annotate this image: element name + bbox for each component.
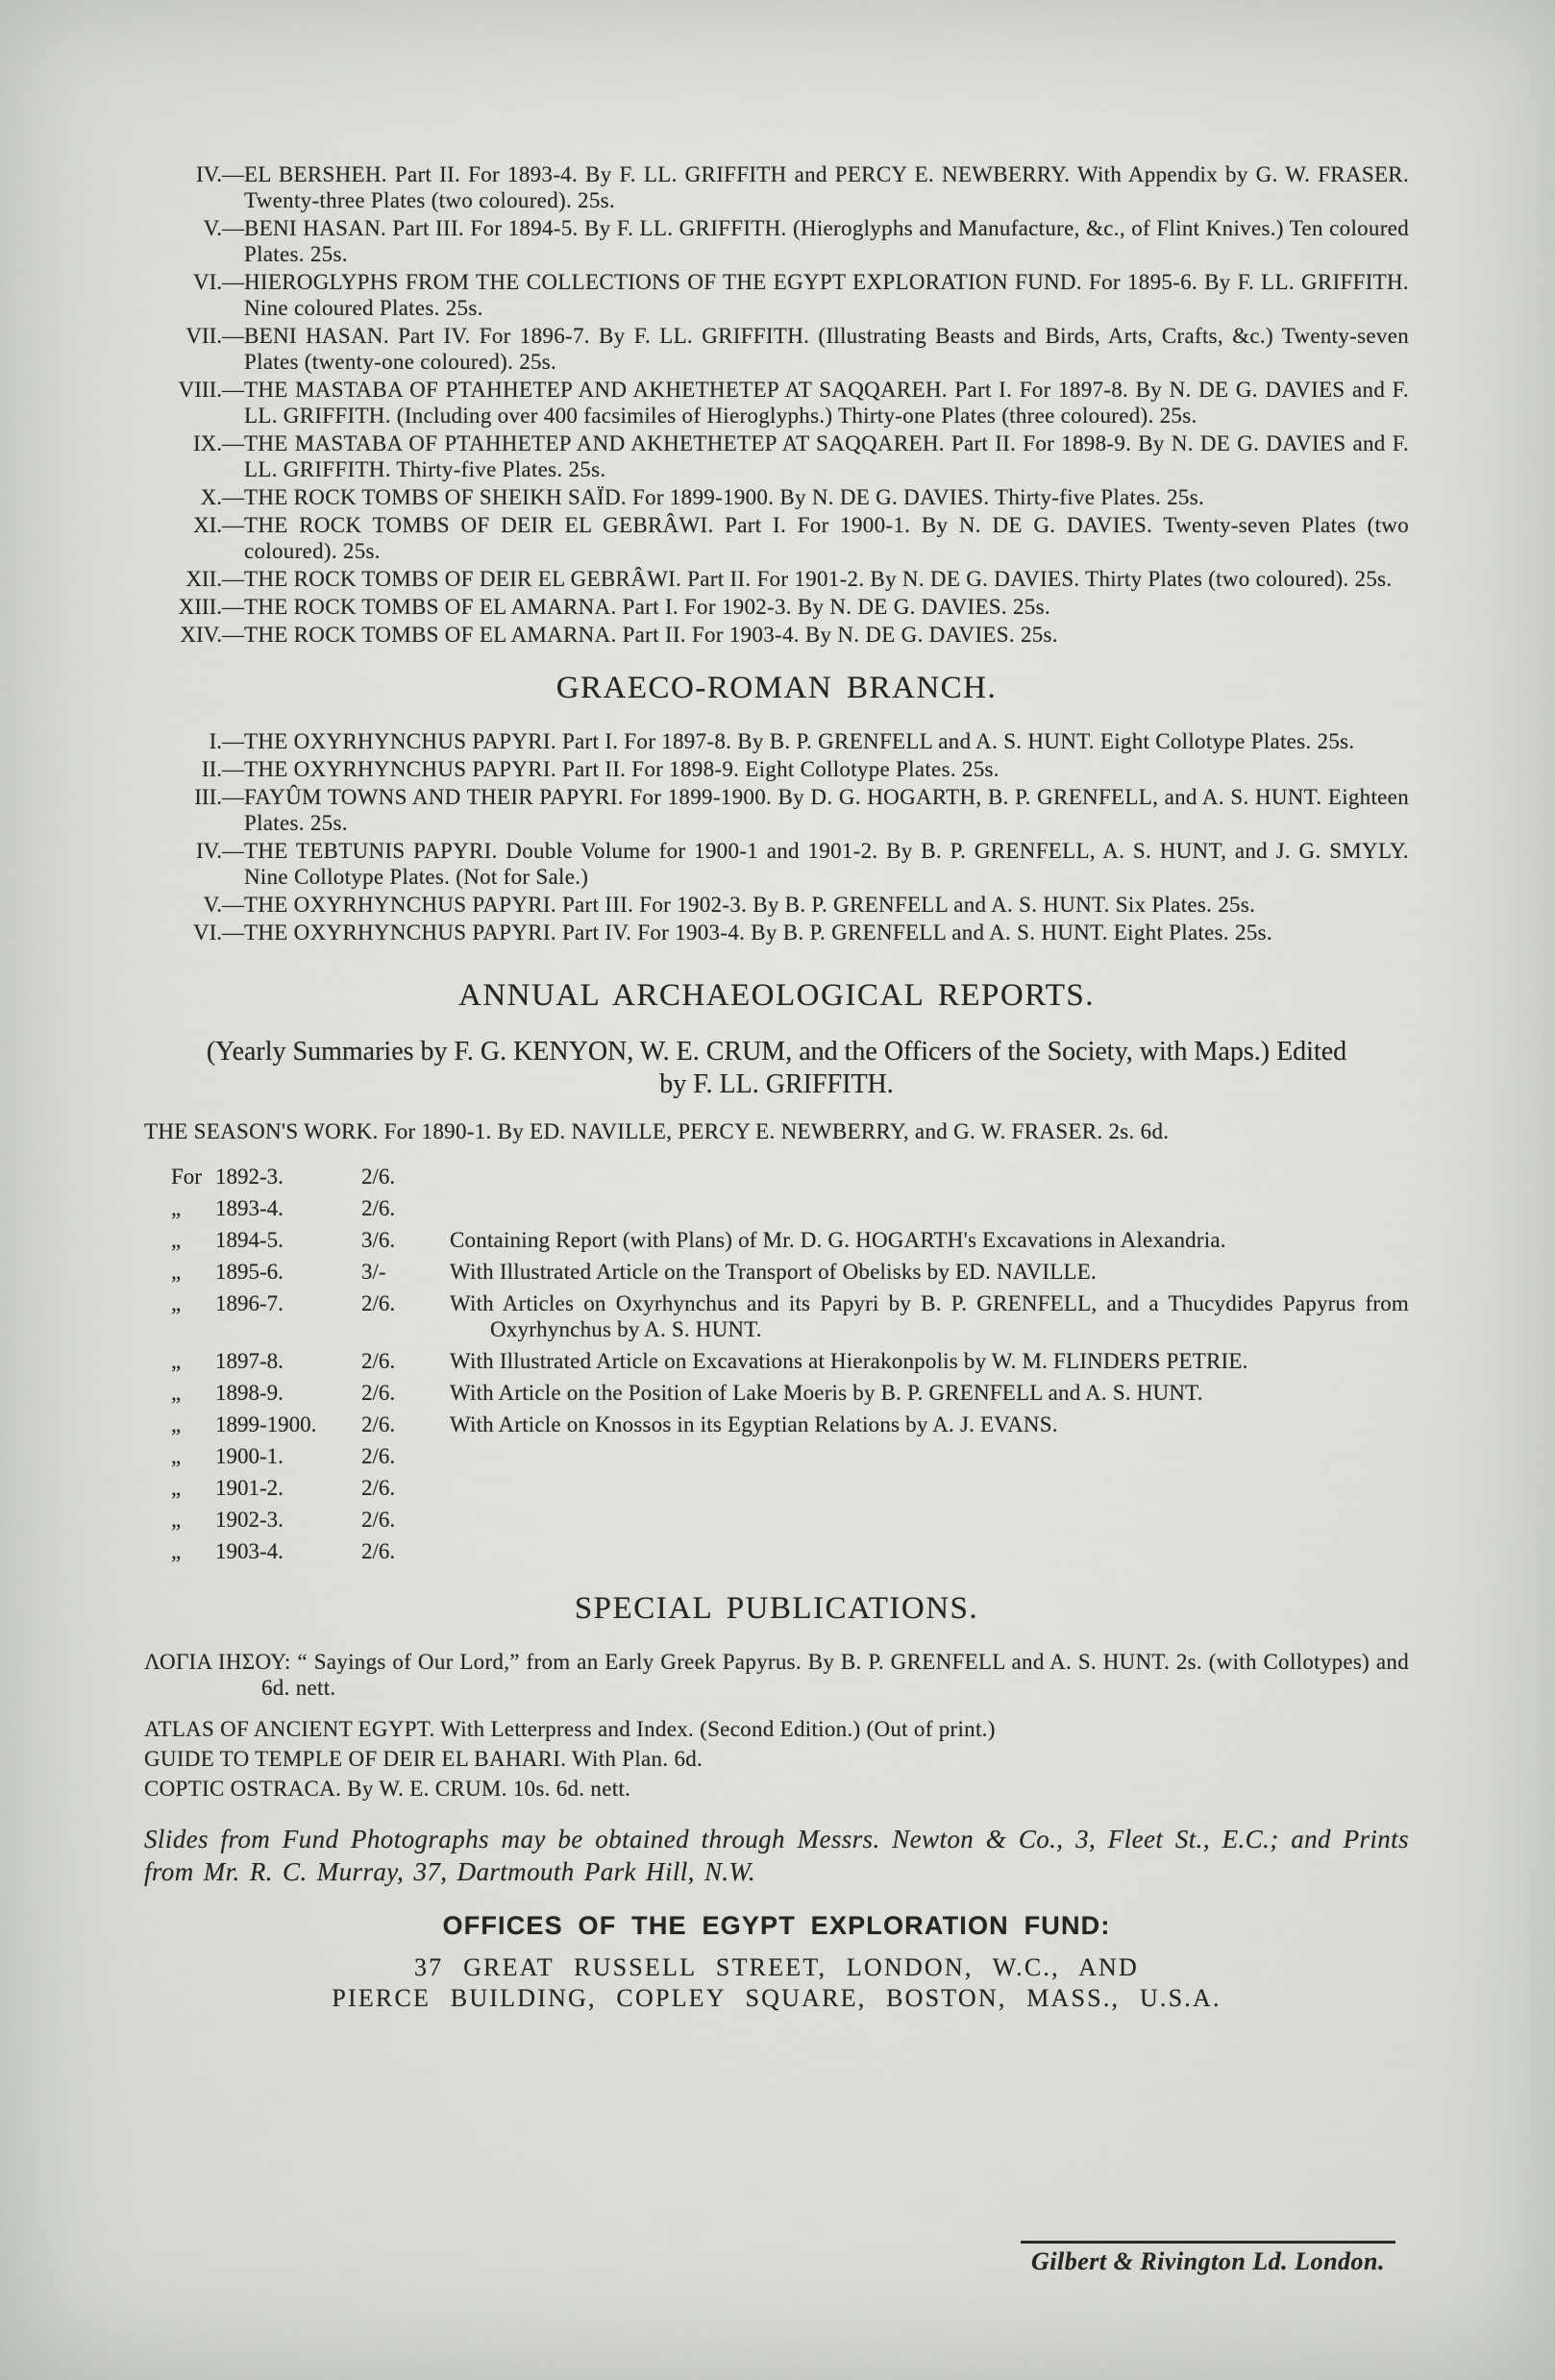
year-note: Containing Report (with Plans) of Mr. D. G. HOGARTH's Excavations in Alexandria.: [450, 1228, 1226, 1252]
year-prefix: „: [171, 1196, 182, 1220]
item-text: THE MASTABA OF PTAHHETEP AND AKHETHETEP AT SAQQAREH. Part II. For 1898-9. By N. DE G. DAVIES and F. LL. GRIFFITH. Thirty-five Plates. 25s.: [244, 431, 1409, 481]
year-note: [450, 1475, 1409, 1501]
year-price: 2/6.: [361, 1476, 396, 1500]
item-numeral: XIV.—: [180, 623, 244, 647]
year-prefix: „: [171, 1508, 182, 1532]
item-numeral: VI.—: [192, 920, 244, 945]
special-item-logia: ΛΟΓΙΑ ΙΗΣΟΥ: “ Sayings of Our Lord,” from an Early Greek Papyrus. By B. P. GRENFELL and A. S. HUNT. 2s. (with Collotypes) and 6d. nett.: [144, 1650, 1409, 1700]
survey-item-14: [144, 622, 1409, 648]
slides-availability-note: Slides from Fund Photographs may be obtained through Messrs. Newton & Co., 3, Fleet St., E.C.; and Prints from Mr. R. C. Murray, 37, Dartmouth Park Hill, N.W.: [144, 1825, 1409, 1886]
survey-item-5: [144, 215, 1409, 267]
year-prefix: „: [171, 1476, 182, 1500]
item-text: THE ROCK TOMBS OF EL AMARNA. Part II. For 1903-4. By N. DE G. DAVIES. 25s.: [244, 623, 1058, 647]
year-price: 2/6.: [361, 1165, 396, 1189]
survey-item-11: [144, 512, 1409, 564]
year-label: 1899-1900.: [215, 1412, 317, 1436]
item-numeral: VIII.—: [178, 378, 244, 402]
survey-item-9: [144, 430, 1409, 482]
offices-address-london: 37 GREAT RUSSELL STREET, LONDON, W.C., AND: [413, 1953, 1139, 1981]
item-text: THE ROCK TOMBS OF SHEIKH SAÏD. For 1899-1900. By N. DE G. DAVIES. Thirty-five Plates. 25s.: [244, 485, 1204, 509]
year-price: 2/6.: [361, 1508, 396, 1532]
survey-item-7: [144, 323, 1409, 375]
item-text: THE OXYRHYNCHUS PAPYRI. Part III. For 1902-3. By B. P. GRENFELL and A. S. HUNT. Six Plates. 25s.: [244, 893, 1256, 917]
item-numeral: XI.—: [192, 513, 244, 537]
year-prefix: „: [171, 1349, 182, 1373]
item-numeral: XIII.—: [178, 595, 244, 619]
year-note: With Article on the Position of Lake Moeris by B. P. GRENFELL and A. S. HUNT.: [450, 1381, 1203, 1405]
item-text: THE ROCK TOMBS OF EL AMARNA. Part I. For 1902-3. By N. DE G. DAVIES. 25s.: [244, 595, 1050, 619]
item-numeral: V.—: [203, 893, 244, 917]
printer-credit-block: [1021, 2241, 1395, 2276]
item-text: EL BERSHEH. Part II. For 1893-4. By F. LL. GRIFFITH and PERCY E. NEWBERRY. With Appendix by G. W. FRASER. Twenty-three Plates (two coloured). 25s.: [244, 162, 1409, 212]
item-text: BENI HASAN. Part IV. For 1896-7. By F. LL. GRIFFITH. (Illustrating Beasts and Birds, Arts, Crafts, &c.) Twenty-seven Plates (twenty-one coloured). 25s.: [244, 324, 1409, 374]
year-prefix: „: [171, 1412, 182, 1436]
survey-item-6: [144, 269, 1409, 321]
offices-block: [144, 1911, 1409, 2014]
year-row-1903-4: [165, 1538, 1409, 1564]
item-text: BENI HASAN. Part III. For 1894-5. By F. LL. GRIFFITH. (Hieroglyphs and Manufacture, &c., of Flint Knives.) Ten coloured Plates. 25s.: [244, 216, 1409, 266]
year-price: 2/6.: [361, 1349, 396, 1373]
year-row-1901-2: [165, 1475, 1409, 1501]
special-item-ostraca: COPTIC OSTRACA. By W. E. CRUM. 10s. 6d. nett.: [144, 1777, 631, 1801]
year-label: 1895-6.: [215, 1260, 284, 1284]
year-note: [450, 1164, 1409, 1190]
item-text: THE OXYRHYNCHUS PAPYRI. Part I. For 1897-8. By B. P. GRENFELL and A. S. HUNT. Eight Collotype Plates. 25s.: [244, 729, 1355, 753]
year-note: [450, 1538, 1409, 1564]
year-price: 3/-: [361, 1260, 386, 1284]
item-numeral: IX.—: [192, 431, 244, 455]
year-label: 1893-4.: [215, 1196, 284, 1220]
year-row-1894-5: [165, 1227, 1409, 1253]
seasons-work-entry: THE SEASON'S WORK. For 1890-1. By ED. NAVILLE, PERCY E. NEWBERRY, and G. W. FRASER. 2s. 6d.: [144, 1119, 1170, 1143]
graeco-item-1: [144, 728, 1409, 754]
item-numeral: IV.—: [195, 839, 244, 863]
year-label: 1897-8.: [215, 1349, 284, 1373]
year-prefix: „: [171, 1260, 182, 1284]
year-note: With Illustrated Article on the Transport of Obelisks by ED. NAVILLE.: [450, 1260, 1097, 1284]
offices-address-boston: PIERCE BUILDING, COPLEY SQUARE, BOSTON, MASS., U.S.A.: [332, 1984, 1222, 2012]
graeco-item-5: [144, 892, 1409, 918]
year-prefix: „: [171, 1444, 182, 1468]
year-row-1898-9: [165, 1380, 1409, 1406]
year-row-1902-3: [165, 1507, 1409, 1533]
item-numeral: III.—: [194, 785, 244, 809]
item-text: THE OXYRHYNCHUS PAPYRI. Part IV. For 1903-4. By B. P. GRENFELL and A. S. HUNT. Eight Plates. 25s.: [244, 920, 1272, 945]
survey-publications-list: [144, 161, 1409, 648]
year-label: 1900-1.: [215, 1444, 284, 1468]
item-text: THE ROCK TOMBS OF DEIR EL GEBRÂWI. Part II. For 1901-2. By N. DE G. DAVIES. Thirty Plates (two coloured). 25s.: [244, 567, 1393, 591]
year-label: 1896-7.: [215, 1291, 284, 1315]
year-note: With Article on Knossos in its Egyptian Relations by A. J. EVANS.: [450, 1412, 1058, 1436]
year-label: 1903-4.: [215, 1539, 284, 1563]
special-item-guide: GUIDE TO TEMPLE OF DEIR EL BAHARI. With Plan. 6d.: [144, 1747, 703, 1771]
year-label: 1902-3.: [215, 1508, 284, 1532]
item-text: HIEROGLYPHS FROM THE COLLECTIONS OF THE EGYPT EXPLORATION FUND. For 1895-6. By F. LL. GRIFFITH. Nine coloured Plates. 25s.: [244, 270, 1409, 320]
item-numeral: XII.—: [185, 567, 244, 591]
graeco-item-6: [144, 920, 1409, 945]
year-prefix: „: [171, 1228, 182, 1252]
annual-reports-heading: ANNUAL ARCHAEOLOGICAL REPORTS.: [457, 978, 1095, 1013]
item-numeral: X.—: [200, 485, 244, 509]
printer-credit: Gilbert & Rivington Ld. London.: [1031, 2247, 1385, 2275]
year-note: With Articles on Oxyrhynchus and its Papyri by B. P. GRENFELL, and a Thucydides Papyrus from Oxyrhynchus by A. S. HUNT.: [450, 1291, 1409, 1341]
item-numeral: IV.—: [195, 162, 244, 186]
year-row-1893-4: [165, 1195, 1409, 1221]
yearly-reports-table: [165, 1164, 1409, 1564]
year-row-1897-8: [165, 1348, 1409, 1374]
offices-heading: OFFICES OF THE EGYPT EXPLORATION FUND:: [442, 1911, 1111, 1940]
year-note: [450, 1195, 1409, 1221]
item-numeral: I.—: [209, 729, 244, 753]
year-label: 1892-3.: [215, 1165, 284, 1189]
graeco-roman-heading: GRAECO-ROMAN BRANCH.: [555, 671, 998, 705]
year-prefix: „: [171, 1539, 182, 1563]
special-item-atlas: ATLAS OF ANCIENT EGYPT. With Letterpress and Index. (Second Edition.) (Out of print.): [144, 1717, 996, 1741]
year-row-1899-1900: [165, 1411, 1409, 1437]
year-price: 3/6.: [361, 1228, 396, 1252]
year-price: 2/6.: [361, 1539, 396, 1563]
year-price: 2/6.: [361, 1412, 396, 1436]
survey-item-10: [144, 484, 1409, 510]
survey-item-8: [144, 377, 1409, 429]
item-text: THE ROCK TOMBS OF DEIR EL GEBRÂWI. Part I. For 1900-1. By N. DE G. DAVIES. Twenty-seven Plates (two coloured). 25s.: [244, 513, 1409, 563]
year-note: With Illustrated Article on Excavations at Hierakonpolis by W. M. FLINDERS PETRIE.: [450, 1349, 1248, 1373]
year-note: [450, 1507, 1409, 1533]
year-prefix: „: [171, 1291, 182, 1315]
item-text: FAYÛM TOWNS AND THEIR PAPYRI. For 1899-1900. By D. G. HOGARTH, B. P. GRENFELL, and A. S. HUNT. Eighteen Plates. 25s.: [244, 785, 1409, 835]
year-prefix: „: [171, 1381, 182, 1405]
item-numeral: II.—: [201, 757, 244, 781]
year-row-1900-1: [165, 1443, 1409, 1469]
item-numeral: V.—: [203, 216, 244, 240]
annual-reports-subheading: (Yearly Summaries by F. G. KENYON, W. E. CRUM, and the Officers of the Society, with Maps.) Edited by F. LL. GRIFFITH.: [206, 1037, 1347, 1099]
year-prefix: For: [171, 1165, 202, 1189]
item-numeral: VI.—: [192, 270, 244, 294]
graeco-item-3: [144, 784, 1409, 836]
graeco-item-4: [144, 838, 1409, 890]
year-price: 2/6.: [361, 1381, 396, 1405]
year-price: 2/6.: [361, 1291, 396, 1315]
year-note: [450, 1443, 1409, 1469]
item-text: THE OXYRHYNCHUS PAPYRI. Part II. For 1898-9. Eight Collotype Plates. 25s.: [244, 757, 1000, 781]
special-publications-list: [144, 1649, 1409, 1802]
survey-item-4: [144, 161, 1409, 213]
survey-item-12: [144, 566, 1409, 592]
item-text: THE TEBTUNIS PAPYRI. Double Volume for 1900-1 and 1901-2. By B. P. GRENFELL, A. S. HUNT, and J. G. SMYLY. Nine Collotype Plates. (Not for Sale.): [244, 839, 1409, 889]
year-label: 1898-9.: [215, 1381, 284, 1405]
year-label: 1894-5.: [215, 1228, 284, 1252]
item-text: THE MASTABA OF PTAHHETEP AND AKHETHETEP AT SAQQAREH. Part I. For 1897-8. By N. DE G. DAVIES and F. LL. GRIFFITH. (Including over 400 facsimiles of Hieroglyphs.) Thirty-one Plates (three coloured). 25s.: [244, 378, 1409, 428]
year-price: 2/6.: [361, 1196, 396, 1220]
survey-item-13: [144, 594, 1409, 620]
graeco-roman-list: [144, 728, 1409, 945]
item-numeral: VII.—: [185, 324, 244, 348]
year-price: 2/6.: [361, 1444, 396, 1468]
year-row-1895-6: [165, 1259, 1409, 1285]
year-label: 1901-2.: [215, 1476, 284, 1500]
special-publications-heading: SPECIAL PUBLICATIONS.: [574, 1591, 979, 1626]
graeco-item-2: [144, 756, 1409, 782]
year-row-1892-3: [165, 1164, 1409, 1190]
year-row-1896-7: [165, 1290, 1409, 1342]
